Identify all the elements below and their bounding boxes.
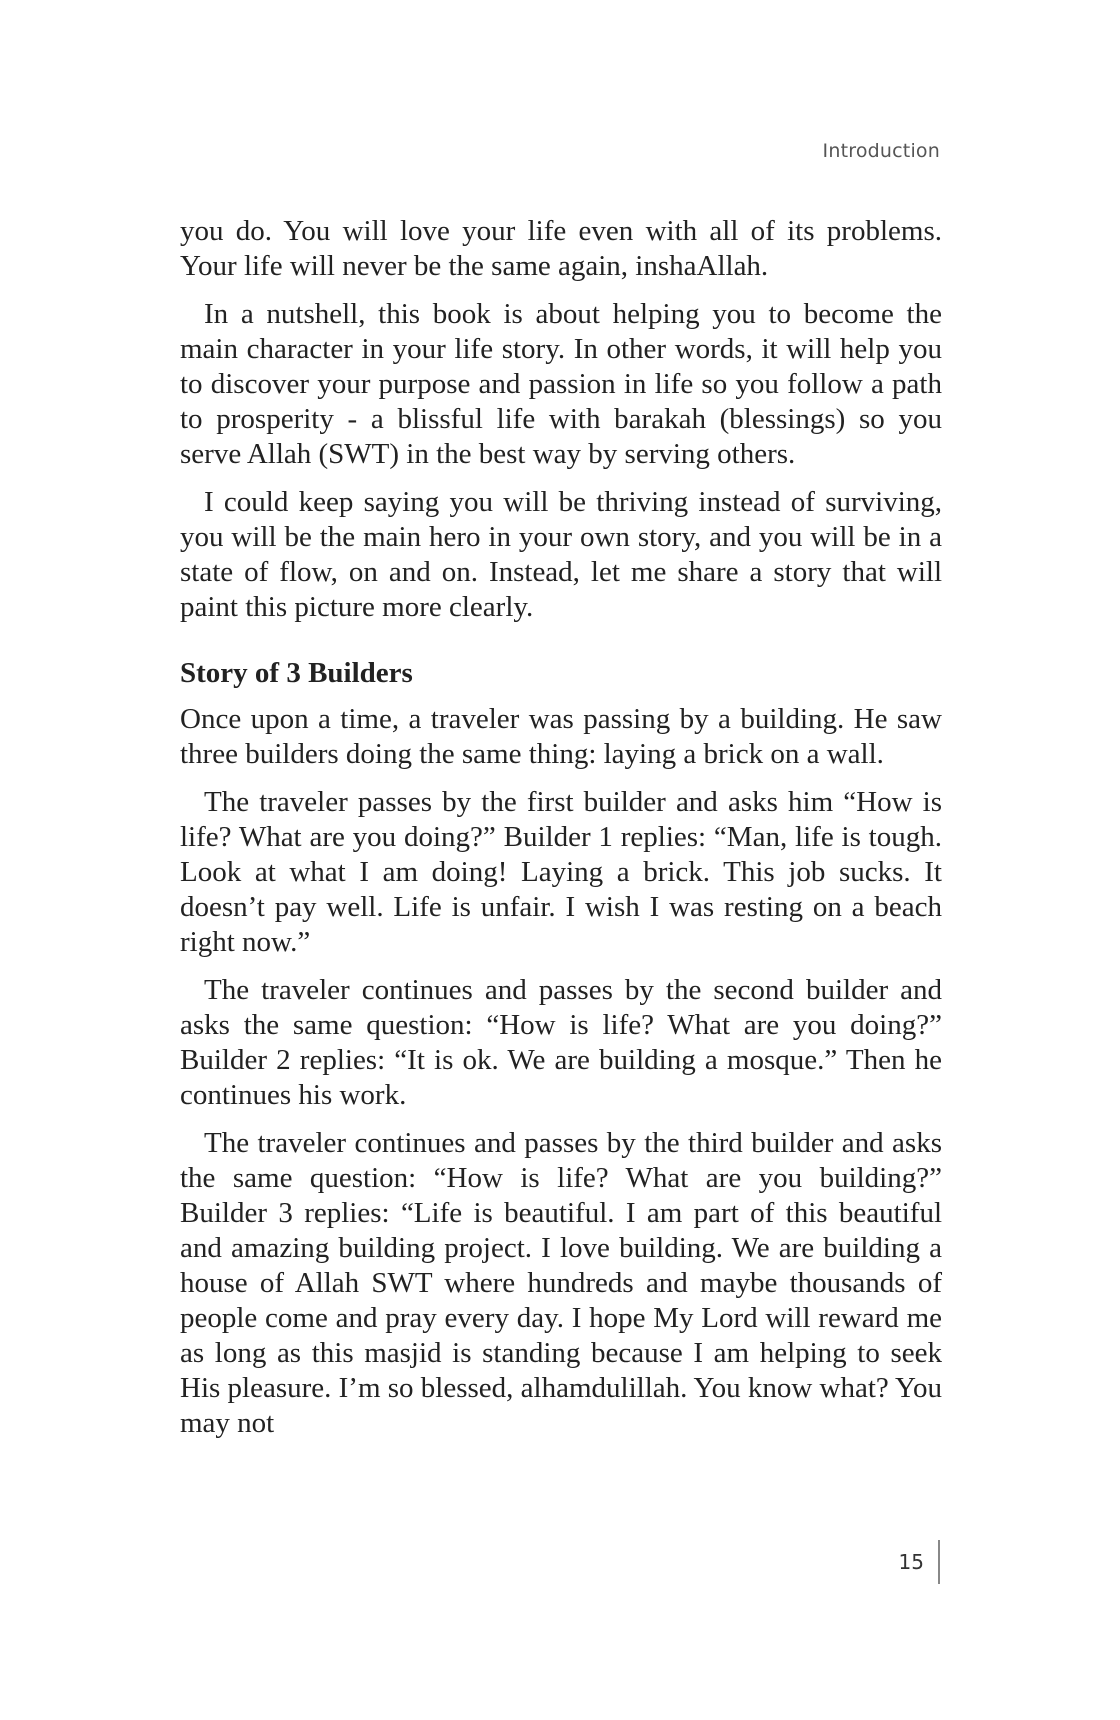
page-number-rule bbox=[938, 1540, 940, 1584]
body-text bbox=[180, 214, 942, 1454]
paragraph: I could keep saying you will be thriving instead of surviving, you will be the main hero in your own story, and you will be in a state of flow, on and on. Instead, let me share a story that will paint this picture more clearly. bbox=[180, 486, 942, 623]
paragraph-continued: you do. You will love your life even with all of its problems. Your life will never be the same again, inshaAllah. bbox=[180, 215, 942, 282]
section-heading: Story of 3 Builders bbox=[180, 657, 413, 689]
running-header-title: Introduction bbox=[822, 140, 940, 162]
paragraph: The traveler continues and passes by the third builder and asks the same question: “How is life? What are you building?” Builder 3 replies: “Life is beautiful. I am part of this beautiful and amazing building project. I love building. We are building a house of Allah SWT where hundreds and maybe thousands of people come and pray every day. I hope My Lord will reward me as long as this masjid is standing because I am helping to seek His pleasure. I’m so blessed, alhamdulillah. You know what? You may not bbox=[180, 1127, 943, 1439]
paragraph: In a nutshell, this book is about helping you to become the main character in your life story. In other words, it will help you to discover your purpose and passion in life so you follow a path to prosperity - a blissful life with barakah (blessings) so you serve Allah (SWT) in the best way by serving others. bbox=[180, 298, 942, 470]
paragraph: Once upon a time, a traveler was passing by a building. He saw three builders doing the same thing: laying a brick on a wall. bbox=[180, 703, 942, 770]
paragraph: The traveler passes by the first builder and asks him “How is life? What are you doing?” Builder 1 replies: “Man, life is tough. Look at what I am doing! Laying a brick. This job sucks. It doesn’t pay well. Life is unfair. I wish I was resting on a beach right now.” bbox=[180, 786, 942, 958]
page-footer bbox=[899, 1540, 940, 1584]
paragraph: The traveler continues and passes by the second builder and asks the same question: “How is life? What are you doing?” Builder 2 replies: “It is ok. We are building a mosque.” Then he continues his work. bbox=[180, 974, 942, 1111]
page-number: 15 bbox=[898, 1550, 924, 1574]
